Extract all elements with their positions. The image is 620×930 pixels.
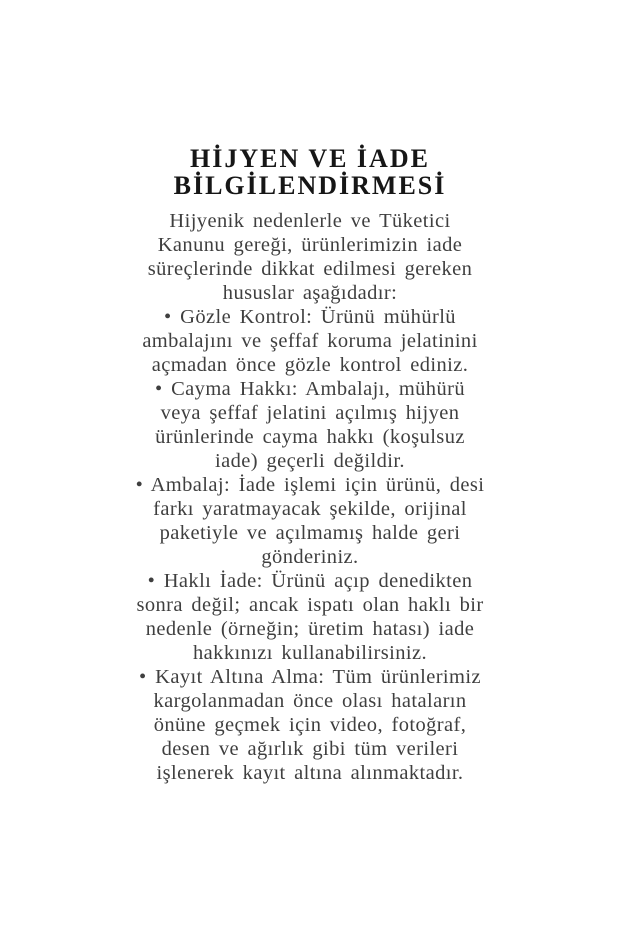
text-line: hakkınızı kullanabilirsiniz. xyxy=(193,642,427,664)
text-line: Hijyenik nedenlerle ve Tüketici xyxy=(169,210,451,232)
text-line: ambalajını ve şeffaf koruma jelatinini xyxy=(142,330,478,352)
info-content xyxy=(90,145,530,785)
text-line: • Gözle Kontrol: Ürünü mühürlü xyxy=(164,306,456,328)
text-line: • Cayma Hakkı: Ambalajı, mühürü xyxy=(155,378,465,400)
text-line: farkı yaratmayacak şekilde, orijinal xyxy=(153,498,467,520)
text-line: süreçlerinde dikkat edilmesi gereken xyxy=(147,258,473,280)
text-line: Kanunu gereği, ürünlerimizin iade xyxy=(157,234,463,256)
bullet-hakli-iade xyxy=(90,569,530,665)
text-line: sonra değil; ancak ispatı olan haklı bir xyxy=(136,594,484,616)
text-line: ürünlerinde cayma hakkı (koşulsuz xyxy=(155,426,465,448)
intro-paragraph xyxy=(90,209,530,305)
text-line: önüne geçmek için video, fotoğraf, xyxy=(153,714,467,736)
bullet-ambalaj xyxy=(90,473,530,569)
bullet-kayit-altina-alma xyxy=(90,665,530,785)
page-title xyxy=(90,145,530,199)
page-title-line-2: BİLGİLENDİRMESİ xyxy=(173,171,447,200)
text-line: işlenerek kayıt altına alınmaktadır. xyxy=(156,762,464,784)
text-line: kargolanmadan önce olası hataların xyxy=(153,690,467,712)
text-line: desen ve ağırlık gibi tüm verileri xyxy=(161,738,459,760)
bullet-gozle-kontrol xyxy=(90,305,530,377)
page-title-line-1: HİJYEN VE İADE xyxy=(190,144,430,173)
text-line: • Kayıt Altına Alma: Tüm ürünlerimiz xyxy=(139,666,481,688)
text-line: paketiyle ve açılmamış halde geri xyxy=(159,522,461,544)
text-line: gönderiniz. xyxy=(261,546,359,568)
text-line: nedenle (örneğin; üretim hatası) iade xyxy=(145,618,475,640)
text-line: iade) geçerli değildir. xyxy=(215,450,405,472)
text-line: • Haklı İade: Ürünü açıp denedikten xyxy=(147,570,473,592)
text-line: açmadan önce gözle kontrol ediniz. xyxy=(151,354,469,376)
text-line: hususlar aşağıdadır: xyxy=(222,282,398,304)
body-text xyxy=(90,209,530,785)
text-line: veya şeffaf jelatini açılmış hijyen xyxy=(160,402,460,424)
bullet-cayma-hakki xyxy=(90,377,530,473)
text-line: • Ambalaj: İade işlemi için ürünü, desi xyxy=(135,474,485,496)
